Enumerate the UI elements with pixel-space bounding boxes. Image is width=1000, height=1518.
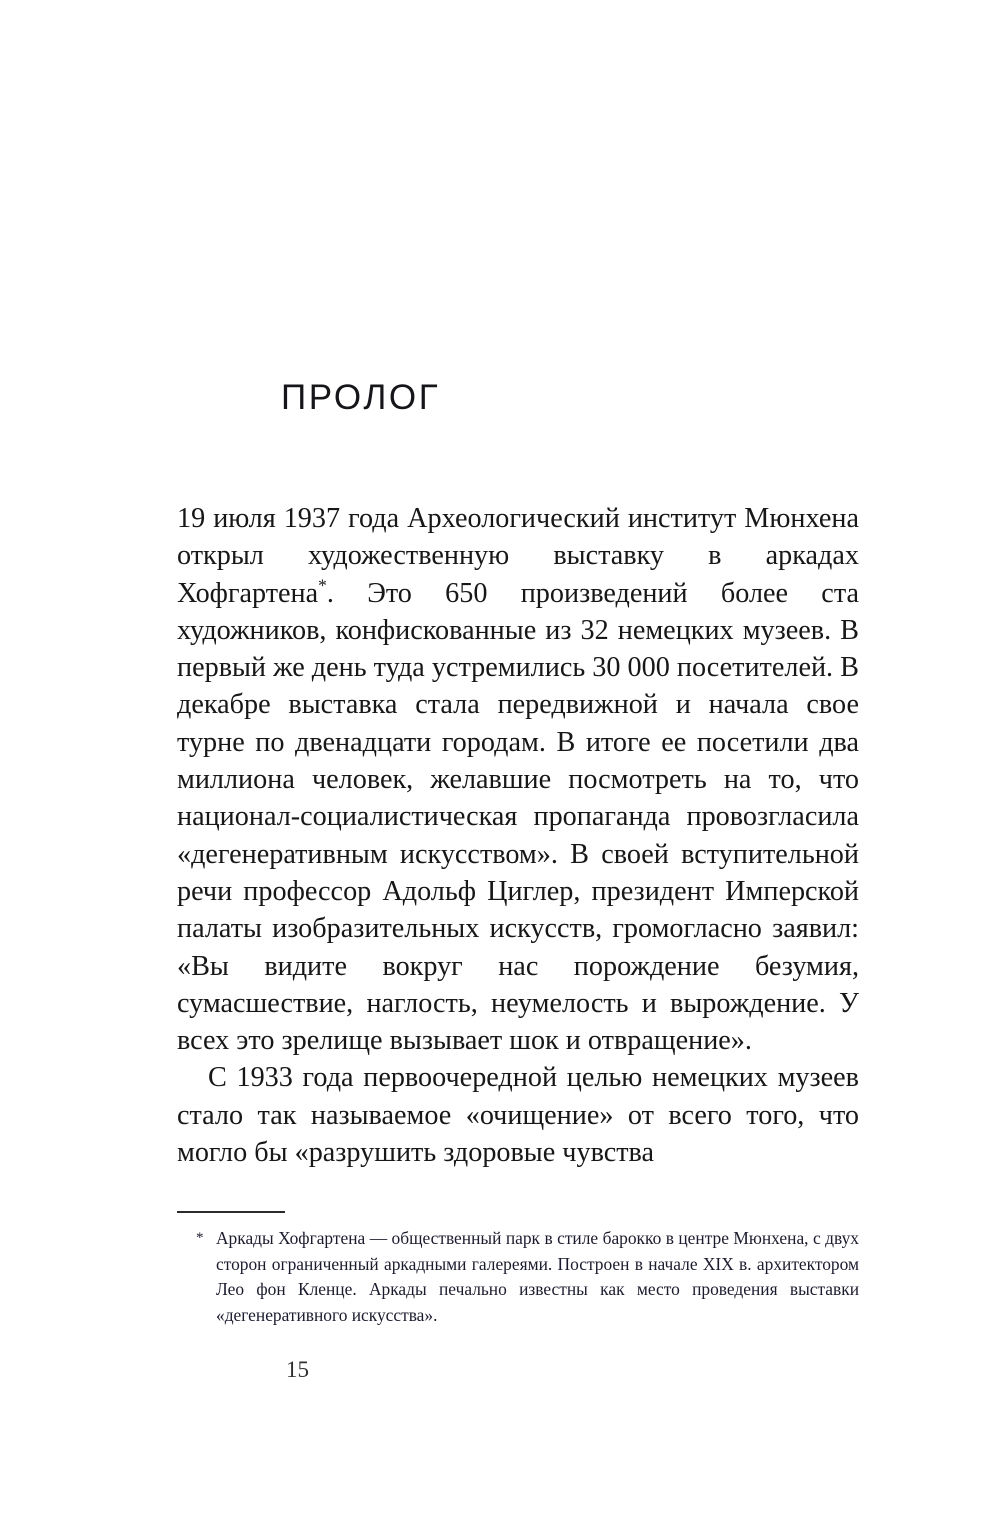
page-number: 15 — [286, 1357, 309, 1382]
footnote-marker-icon: * — [196, 1230, 204, 1246]
footnote-item — [177, 1226, 859, 1328]
page-title: ПРОЛОГ — [281, 378, 441, 418]
footnote-reference-marker[interactable]: * — [318, 575, 327, 596]
body-paragraph-1 — [177, 500, 859, 1059]
footnote-area — [177, 1211, 859, 1328]
paragraph-1-text-after-marker: . Это 650 произведений более ста художников, конфискованные из 32 немецких музеев. В первый же день туда устремились 30 000 посетителей. В декабре выставка стала передвижной и начала свое турне по двенадцати городам. В итоге ее посетили два миллиона человек, желавшие посмотреть на то, что национал-социалистическая пропаганда провозгласила «дегенеративным искусством». В своей вступительной речи профессор Адольф Циглер, президент Имперской палаты изобразительных искусств, громогласно заявил: «Вы видите вокруг нас порождение безумия, сумасшествие, наглость, неумелость и вырождение. У всех это зрелище вызывает шок и отвращение». — [177, 577, 859, 1057]
body-paragraph-2: С 1933 года первоочередной целью немецких музеев стало так называемое «очищение» от всего того, что могло бы «разрушить здоровые чувства — [177, 1062, 859, 1169]
footnote-separator-rule — [177, 1211, 285, 1213]
footnote-text: Аркады Хофгартена — общественный парк в стиле барокко в центре Мюнхена, с двух сторон ограниченный аркадными галереями. Построен в начале XIX в. архитектором Лео фон Кленце. Аркады печально известны как место проведения выставки «дегенеративного искусства». — [216, 1228, 859, 1325]
body-text-column — [177, 500, 859, 1171]
paragraph-1-text-before-marker: 19 июля 1937 года Археологический институт Мюнхена открыл художественную выставку в аркадах Хофгартена — [177, 503, 859, 609]
